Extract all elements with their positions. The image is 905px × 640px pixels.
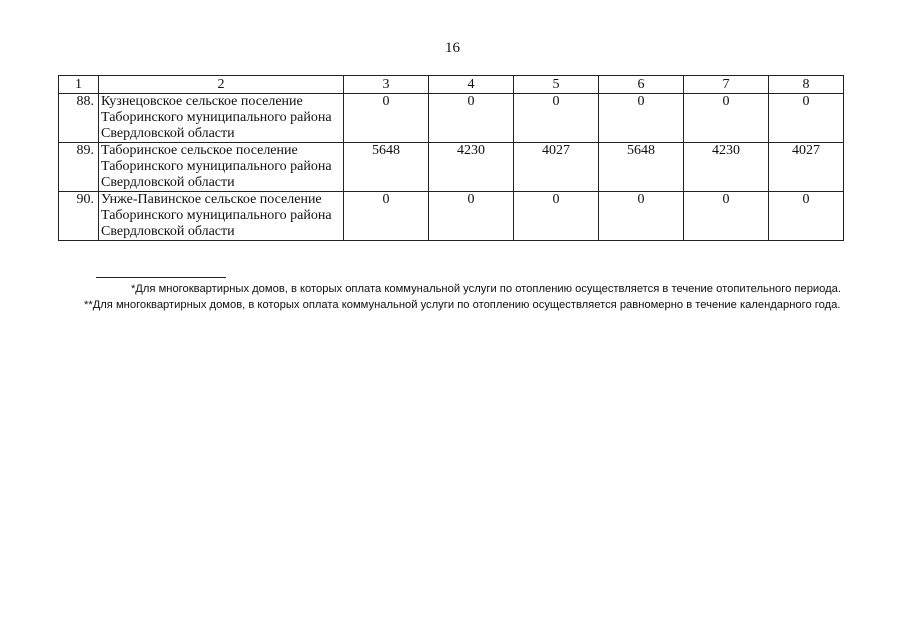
value-cell: 0 — [684, 94, 769, 143]
value-cell: 0 — [769, 94, 844, 143]
value-cell: 0 — [429, 94, 514, 143]
value-cell: 0 — [684, 192, 769, 241]
column-header: 4 — [429, 76, 514, 94]
column-header: 6 — [599, 76, 684, 94]
value-cell: 0 — [429, 192, 514, 241]
table-header-row — [59, 76, 844, 94]
footnote-divider — [96, 277, 226, 278]
value-cell: 0 — [344, 192, 429, 241]
value-cell: 0 — [769, 192, 844, 241]
column-header: 8 — [769, 76, 844, 94]
row-number: 89. — [59, 143, 99, 192]
table-row — [59, 143, 844, 192]
footnote-uniform: **Для многоквартирных домов, в которых оплата коммунальной услуги по отоплению осуществляется равномерно в течение календарного года. — [84, 299, 841, 311]
footnotes — [68, 281, 841, 313]
column-header: 1 — [59, 76, 99, 94]
data-table — [58, 75, 844, 241]
footnote-seasonal: *Для многоквартирных домов, в которых оплата коммунальной услуги по отоплению осуществляется в течение отопительного периода. — [130, 283, 841, 295]
value-cell: 5648 — [344, 143, 429, 192]
column-header: 2 — [99, 76, 344, 94]
settlement-name: Таборинское сельское поселение Таборинского муниципального района Свердловской области — [99, 143, 344, 192]
row-number: 90. — [59, 192, 99, 241]
row-number: 88. — [59, 94, 99, 143]
value-cell: 4230 — [684, 143, 769, 192]
column-header: 3 — [344, 76, 429, 94]
column-header: 5 — [514, 76, 599, 94]
column-header: 7 — [684, 76, 769, 94]
value-cell: 0 — [514, 192, 599, 241]
value-cell: 4230 — [429, 143, 514, 192]
value-cell: 0 — [599, 192, 684, 241]
value-cell: 0 — [344, 94, 429, 143]
value-cell: 0 — [599, 94, 684, 143]
table-row — [59, 192, 844, 241]
page-number: 16 — [445, 40, 460, 56]
value-cell: 4027 — [514, 143, 599, 192]
value-cell: 5648 — [599, 143, 684, 192]
value-cell: 4027 — [769, 143, 844, 192]
value-cell: 0 — [514, 94, 599, 143]
settlement-name: Кузнецовское сельское поселение Таборинского муниципального района Свердловской области — [99, 94, 344, 143]
table-row — [59, 94, 844, 143]
settlement-name: Унже-Павинское сельское поселение Таборинского муниципального района Свердловской области — [99, 192, 344, 241]
